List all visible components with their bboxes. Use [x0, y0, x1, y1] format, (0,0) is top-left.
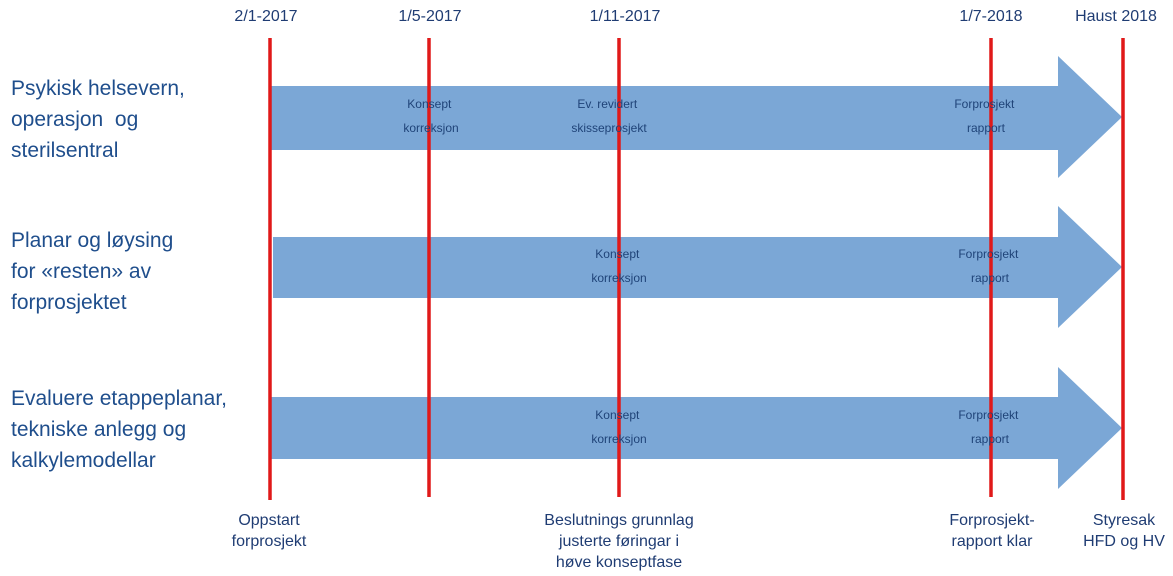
row-1-note-konsept: Konsept korreksjon [403, 97, 459, 135]
date-label-2017-05-01: 1/5-2017 [398, 8, 462, 25]
row-3-arrow [270, 367, 1122, 489]
row-1-arrow [270, 56, 1122, 178]
row-2-arrow [273, 206, 1122, 328]
row-2-note-forprosjekt: Forprosjekt rapport [958, 247, 1019, 285]
date-label-2017-01-02: 2/1-2017 [234, 8, 298, 25]
row-3-label: Evaluere etappeplanar, tekniske anlegg og kalkylemodellar [11, 387, 227, 472]
bottom-label-beslutnings: Beslutnings grunnlag justerte føringar i høve konseptfase [544, 512, 694, 571]
bottom-label-forprosjekt: Forprosjekt- rapport klar [949, 512, 1035, 550]
row-3-note-forprosjekt: Forprosjekt rapport [958, 408, 1019, 446]
row-1-label: Psykisk helsevern, operasjon og sterilsentral [11, 77, 185, 162]
row-3-note-konsept: Konsept korreksjon [591, 408, 647, 446]
bottom-label-styresak: Styresak HFD og HV [1083, 512, 1165, 550]
date-label-2018-07-01: 1/7-2018 [959, 8, 1023, 25]
row-1-note-revidert: Ev. revidert skisseprosjekt [571, 97, 647, 135]
date-label-haust-2018: Haust 2018 [1075, 8, 1157, 25]
row-2-label: Planar og løysing for «resten» av forprosjektet [11, 229, 174, 314]
row-2-note-konsept: Konsept korreksjon [591, 247, 647, 285]
bottom-label-oppstart: Oppstart forprosjekt [231, 512, 307, 550]
date-label-2017-11-01: 1/11-2017 [589, 8, 661, 25]
row-1-note-forprosjekt: Forprosjekt rapport [954, 97, 1015, 135]
